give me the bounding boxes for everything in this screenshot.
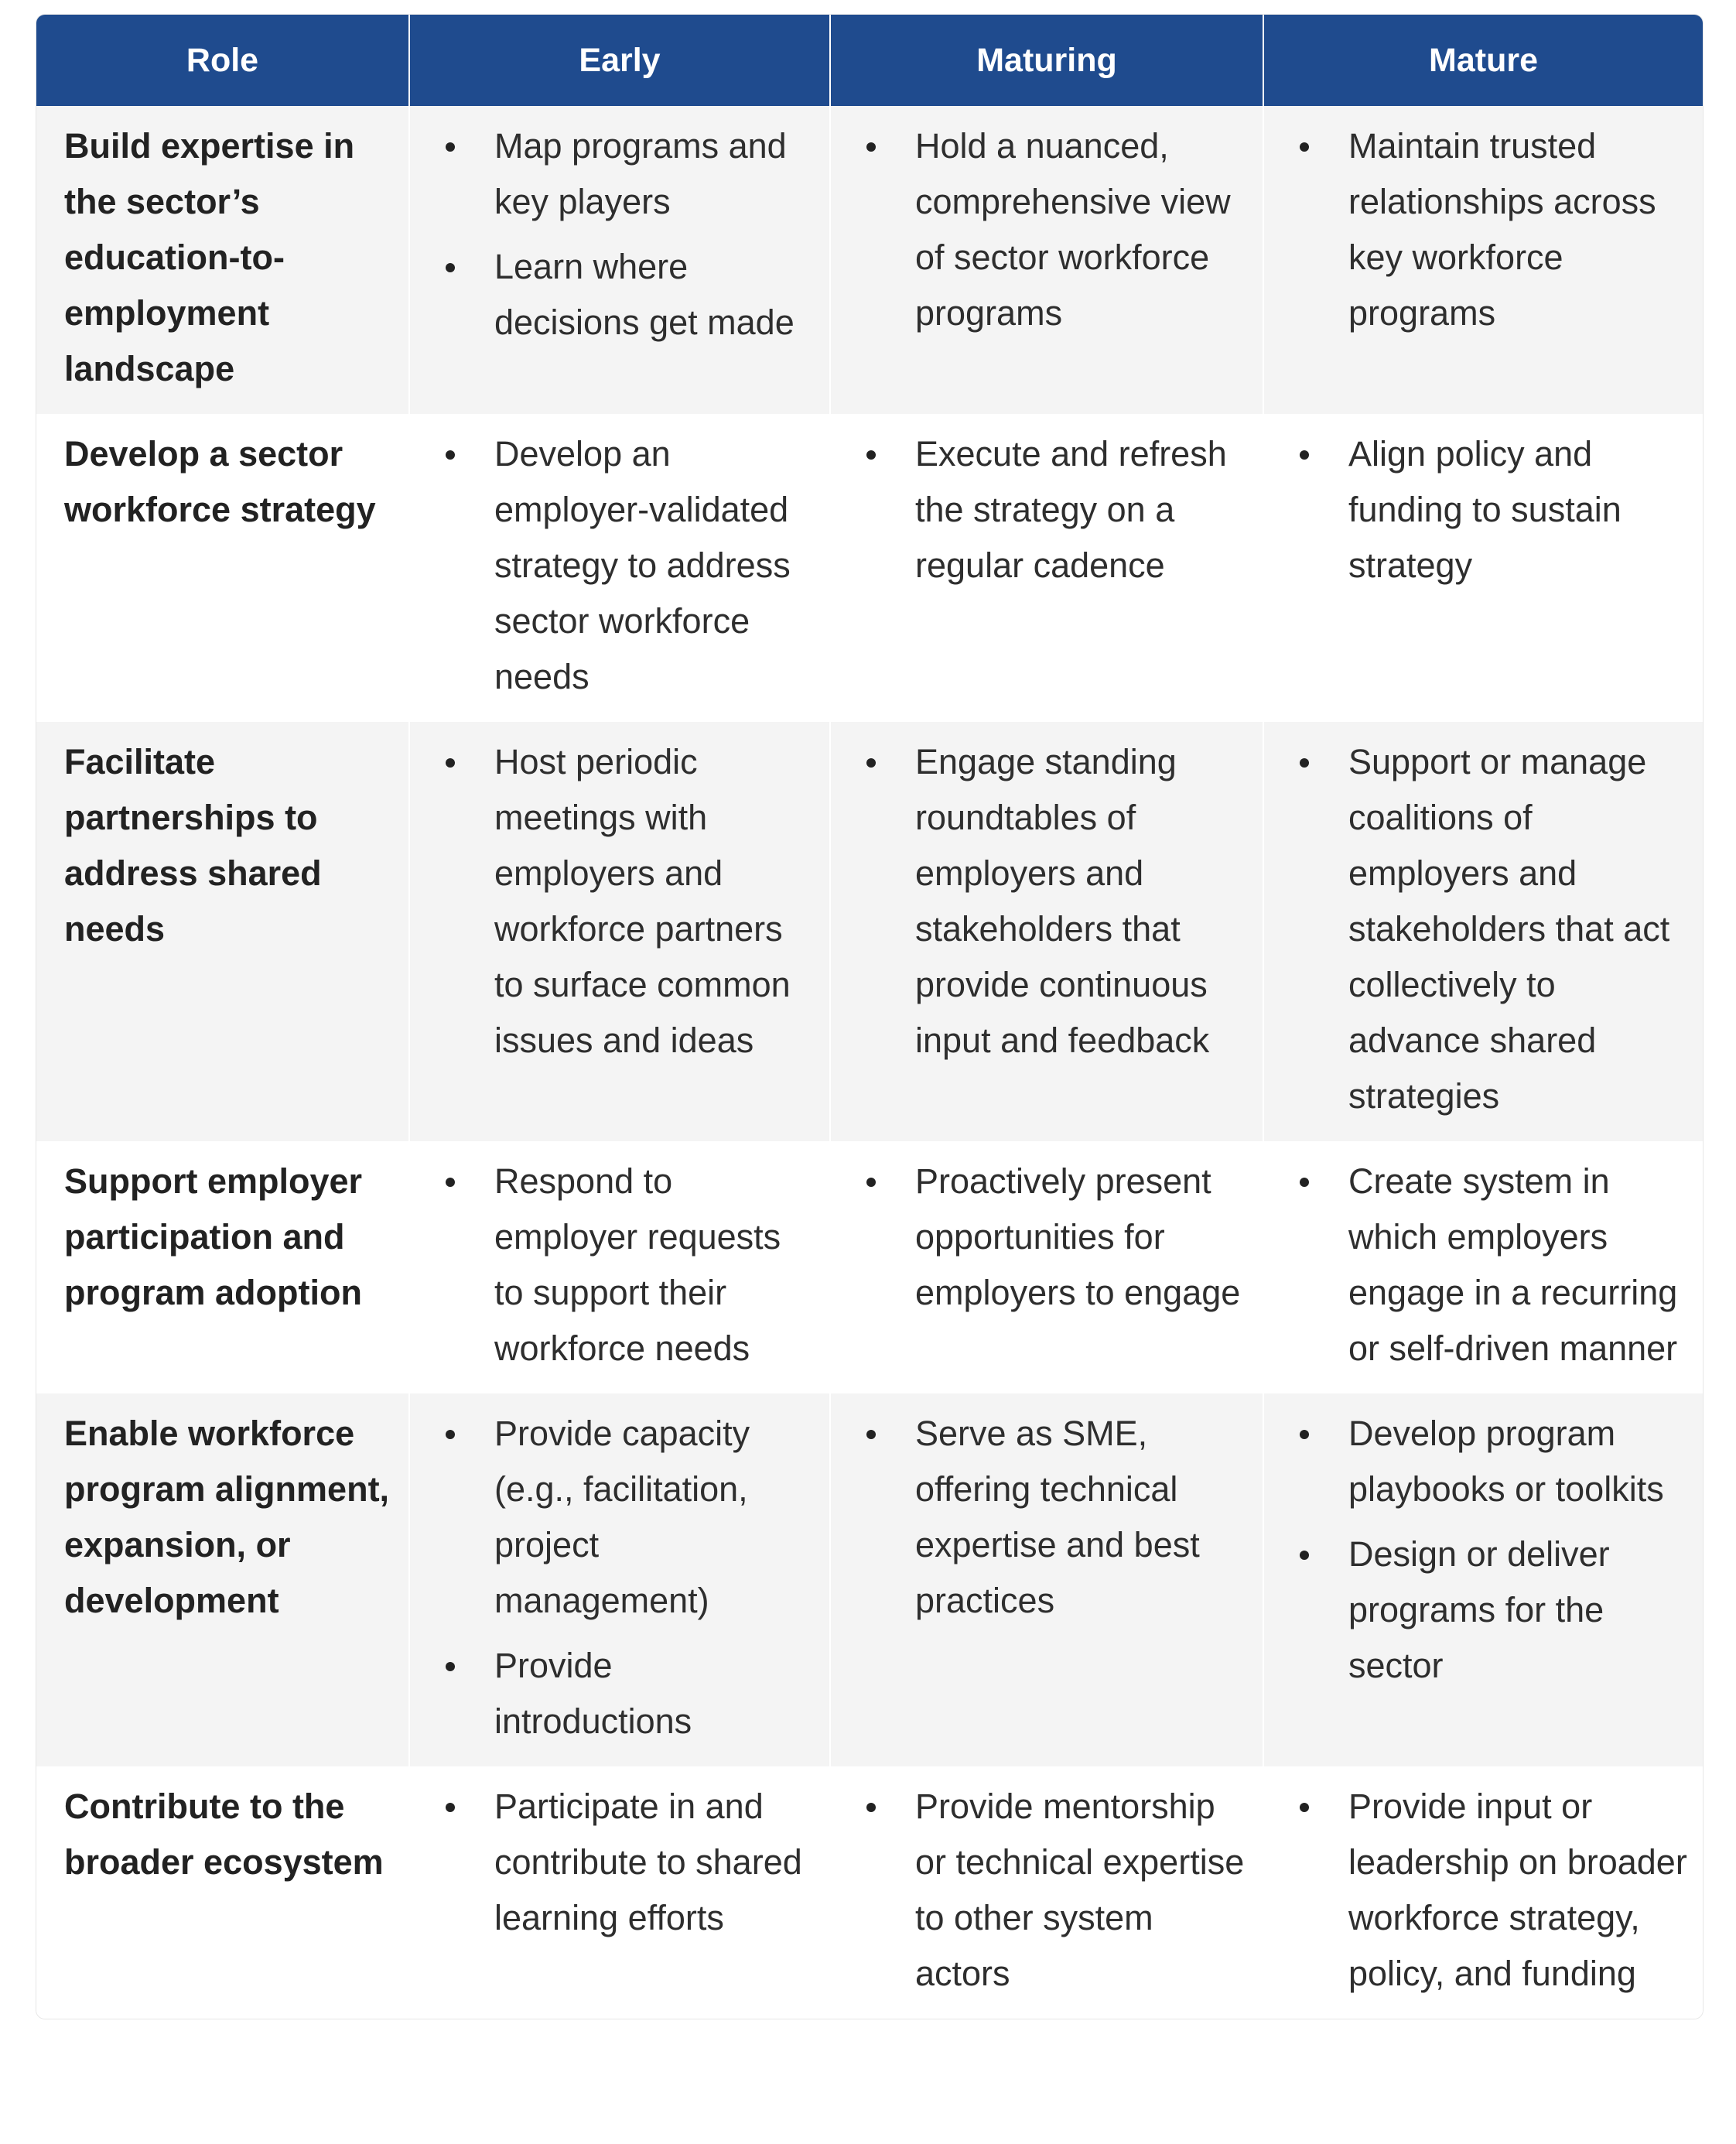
bullet-item bbox=[438, 1406, 814, 1629]
table-row bbox=[36, 106, 1703, 414]
early-cell bbox=[409, 1393, 830, 1766]
bullet-dot-icon bbox=[446, 142, 455, 152]
bullet-item bbox=[859, 1154, 1247, 1321]
early-bullet-list bbox=[438, 426, 814, 705]
bullet-text: Maintain trusted relationships across key workforce programs bbox=[1348, 126, 1656, 333]
mature-cell bbox=[1263, 1141, 1703, 1393]
bullet-text: Design or deliver programs for the sector bbox=[1348, 1534, 1610, 1685]
mature-bullet-list bbox=[1292, 426, 1687, 593]
mature-cell bbox=[1263, 1393, 1703, 1766]
bullet-text: Respond to employer requests to support their workforce needs bbox=[494, 1161, 781, 1368]
bullet-dot-icon bbox=[866, 1178, 876, 1187]
bullet-text: Learn where decisions get made bbox=[494, 247, 795, 342]
bullet-item bbox=[438, 118, 814, 230]
role-cell: Build expertise in the sector’s education-to-employment landscape bbox=[36, 106, 409, 414]
role-cell: Support employer participation and program adoption bbox=[36, 1141, 409, 1393]
table-header bbox=[36, 15, 1703, 106]
bullet-item bbox=[1292, 1527, 1687, 1694]
bullet-text: Develop program playbooks or toolkits bbox=[1348, 1414, 1664, 1509]
early-cell bbox=[409, 722, 830, 1141]
bullet-dot-icon bbox=[1300, 1178, 1309, 1187]
bullet-dot-icon bbox=[1300, 758, 1309, 768]
bullet-item bbox=[438, 426, 814, 705]
bullet-dot-icon bbox=[1300, 1430, 1309, 1439]
header-maturing: Maturing bbox=[830, 15, 1263, 106]
bullet-text: Provide introductions bbox=[494, 1646, 692, 1741]
table-row bbox=[36, 1141, 1703, 1393]
bullet-text: Serve as SME, offering technical expertise and best practices bbox=[915, 1414, 1200, 1620]
maturing-cell bbox=[830, 106, 1263, 414]
bullet-text: Provide input or leadership on broader workforce strategy, policy, and funding bbox=[1348, 1787, 1687, 1993]
maturing-bullet-list bbox=[859, 1779, 1247, 2002]
mature-cell bbox=[1263, 106, 1703, 414]
bullet-text: Engage standing roundtables of employers and stakeholders that provide continuous input and feedback bbox=[915, 742, 1210, 1060]
early-bullet-list bbox=[438, 118, 814, 350]
early-cell bbox=[409, 1141, 830, 1393]
bullet-item bbox=[1292, 1779, 1687, 2002]
early-cell bbox=[409, 106, 830, 414]
table-row bbox=[36, 1766, 1703, 2019]
bullet-text: Hold a nuanced, comprehensive view of sector workforce programs bbox=[915, 126, 1231, 333]
header-mature: Mature bbox=[1263, 15, 1703, 106]
maturing-bullet-list bbox=[859, 118, 1247, 341]
bullet-item bbox=[438, 1779, 814, 1946]
early-bullet-list bbox=[438, 1779, 814, 1946]
maturity-table-container bbox=[36, 14, 1704, 2019]
mature-bullet-list bbox=[1292, 1154, 1687, 1376]
bullet-text: Create system in which employers engage in a recurring or self-driven manner bbox=[1348, 1161, 1678, 1368]
bullet-text: Participate in and contribute to shared learning efforts bbox=[494, 1787, 802, 1937]
early-bullet-list bbox=[438, 734, 814, 1069]
bullet-dot-icon bbox=[1300, 142, 1309, 152]
bullet-dot-icon bbox=[1300, 450, 1309, 460]
maturing-bullet-list bbox=[859, 426, 1247, 593]
mature-cell bbox=[1263, 1766, 1703, 2019]
bullet-dot-icon bbox=[446, 1178, 455, 1187]
bullet-text: Provide mentorship or technical expertise to other system actors bbox=[915, 1787, 1245, 1993]
bullet-text: Align policy and funding to sustain strategy bbox=[1348, 434, 1622, 585]
mature-bullet-list bbox=[1292, 734, 1687, 1124]
header-role: Role bbox=[36, 15, 409, 106]
early-cell bbox=[409, 1766, 830, 2019]
bullet-dot-icon bbox=[866, 1430, 876, 1439]
early-cell bbox=[409, 414, 830, 722]
role-cell: Develop a sector workforce strategy bbox=[36, 414, 409, 722]
table-row bbox=[36, 722, 1703, 1141]
bullet-dot-icon bbox=[866, 142, 876, 152]
bullet-item bbox=[438, 239, 814, 350]
bullet-item bbox=[438, 1638, 814, 1749]
header-row bbox=[36, 15, 1703, 106]
early-bullet-list bbox=[438, 1154, 814, 1376]
role-cell: Contribute to the broader ecosystem bbox=[36, 1766, 409, 2019]
maturing-cell bbox=[830, 1393, 1263, 1766]
role-cell: Facilitate partnerships to address shared needs bbox=[36, 722, 409, 1141]
mature-cell bbox=[1263, 414, 1703, 722]
mature-bullet-list bbox=[1292, 1406, 1687, 1694]
header-early: Early bbox=[409, 15, 830, 106]
bullet-dot-icon bbox=[1300, 1803, 1309, 1812]
bullet-item bbox=[859, 1779, 1247, 2002]
table-body bbox=[36, 106, 1703, 2019]
bullet-dot-icon bbox=[866, 1803, 876, 1812]
bullet-dot-icon bbox=[446, 1803, 455, 1812]
bullet-item bbox=[1292, 1406, 1687, 1517]
bullet-item bbox=[859, 118, 1247, 341]
bullet-dot-icon bbox=[446, 263, 455, 272]
table-row bbox=[36, 414, 1703, 722]
bullet-text: Host periodic meetings with employers and workforce partners to surface common issues and ideas bbox=[494, 742, 791, 1060]
mature-cell bbox=[1263, 722, 1703, 1141]
bullet-item bbox=[1292, 118, 1687, 341]
early-bullet-list bbox=[438, 1406, 814, 1749]
bullet-item bbox=[438, 734, 814, 1069]
bullet-dot-icon bbox=[446, 450, 455, 460]
maturing-bullet-list bbox=[859, 734, 1247, 1069]
role-maturity-table bbox=[36, 15, 1703, 2019]
bullet-text: Map programs and key players bbox=[494, 126, 787, 221]
table-row bbox=[36, 1393, 1703, 1766]
bullet-text: Provide capacity (e.g., facilitation, project management) bbox=[494, 1414, 750, 1620]
bullet-item bbox=[1292, 1154, 1687, 1376]
mature-bullet-list bbox=[1292, 118, 1687, 341]
bullet-dot-icon bbox=[446, 1662, 455, 1671]
bullet-text: Execute and refresh the strategy on a regular cadence bbox=[915, 434, 1227, 585]
bullet-dot-icon bbox=[446, 758, 455, 768]
maturing-cell bbox=[830, 414, 1263, 722]
maturing-cell bbox=[830, 1141, 1263, 1393]
bullet-item bbox=[1292, 426, 1687, 593]
bullet-dot-icon bbox=[866, 758, 876, 768]
bullet-dot-icon bbox=[866, 450, 876, 460]
bullet-dot-icon bbox=[1300, 1551, 1309, 1560]
bullet-item bbox=[1292, 734, 1687, 1124]
maturing-cell bbox=[830, 1766, 1263, 2019]
bullet-text: Support or manage coalitions of employers and stakeholders that act collectively to advance shared strategies bbox=[1348, 742, 1670, 1116]
maturing-bullet-list bbox=[859, 1406, 1247, 1629]
bullet-item bbox=[438, 1154, 814, 1376]
bullet-text: Develop an employer-validated strategy to address sector workforce needs bbox=[494, 434, 791, 696]
bullet-item bbox=[859, 734, 1247, 1069]
role-cell: Enable workforce program alignment, expansion, or development bbox=[36, 1393, 409, 1766]
maturing-cell bbox=[830, 722, 1263, 1141]
bullet-item bbox=[859, 426, 1247, 593]
bullet-dot-icon bbox=[446, 1430, 455, 1439]
bullet-text: Proactively present opportunities for employers to engage bbox=[915, 1161, 1241, 1312]
mature-bullet-list bbox=[1292, 1779, 1687, 2002]
bullet-item bbox=[859, 1406, 1247, 1629]
maturing-bullet-list bbox=[859, 1154, 1247, 1321]
